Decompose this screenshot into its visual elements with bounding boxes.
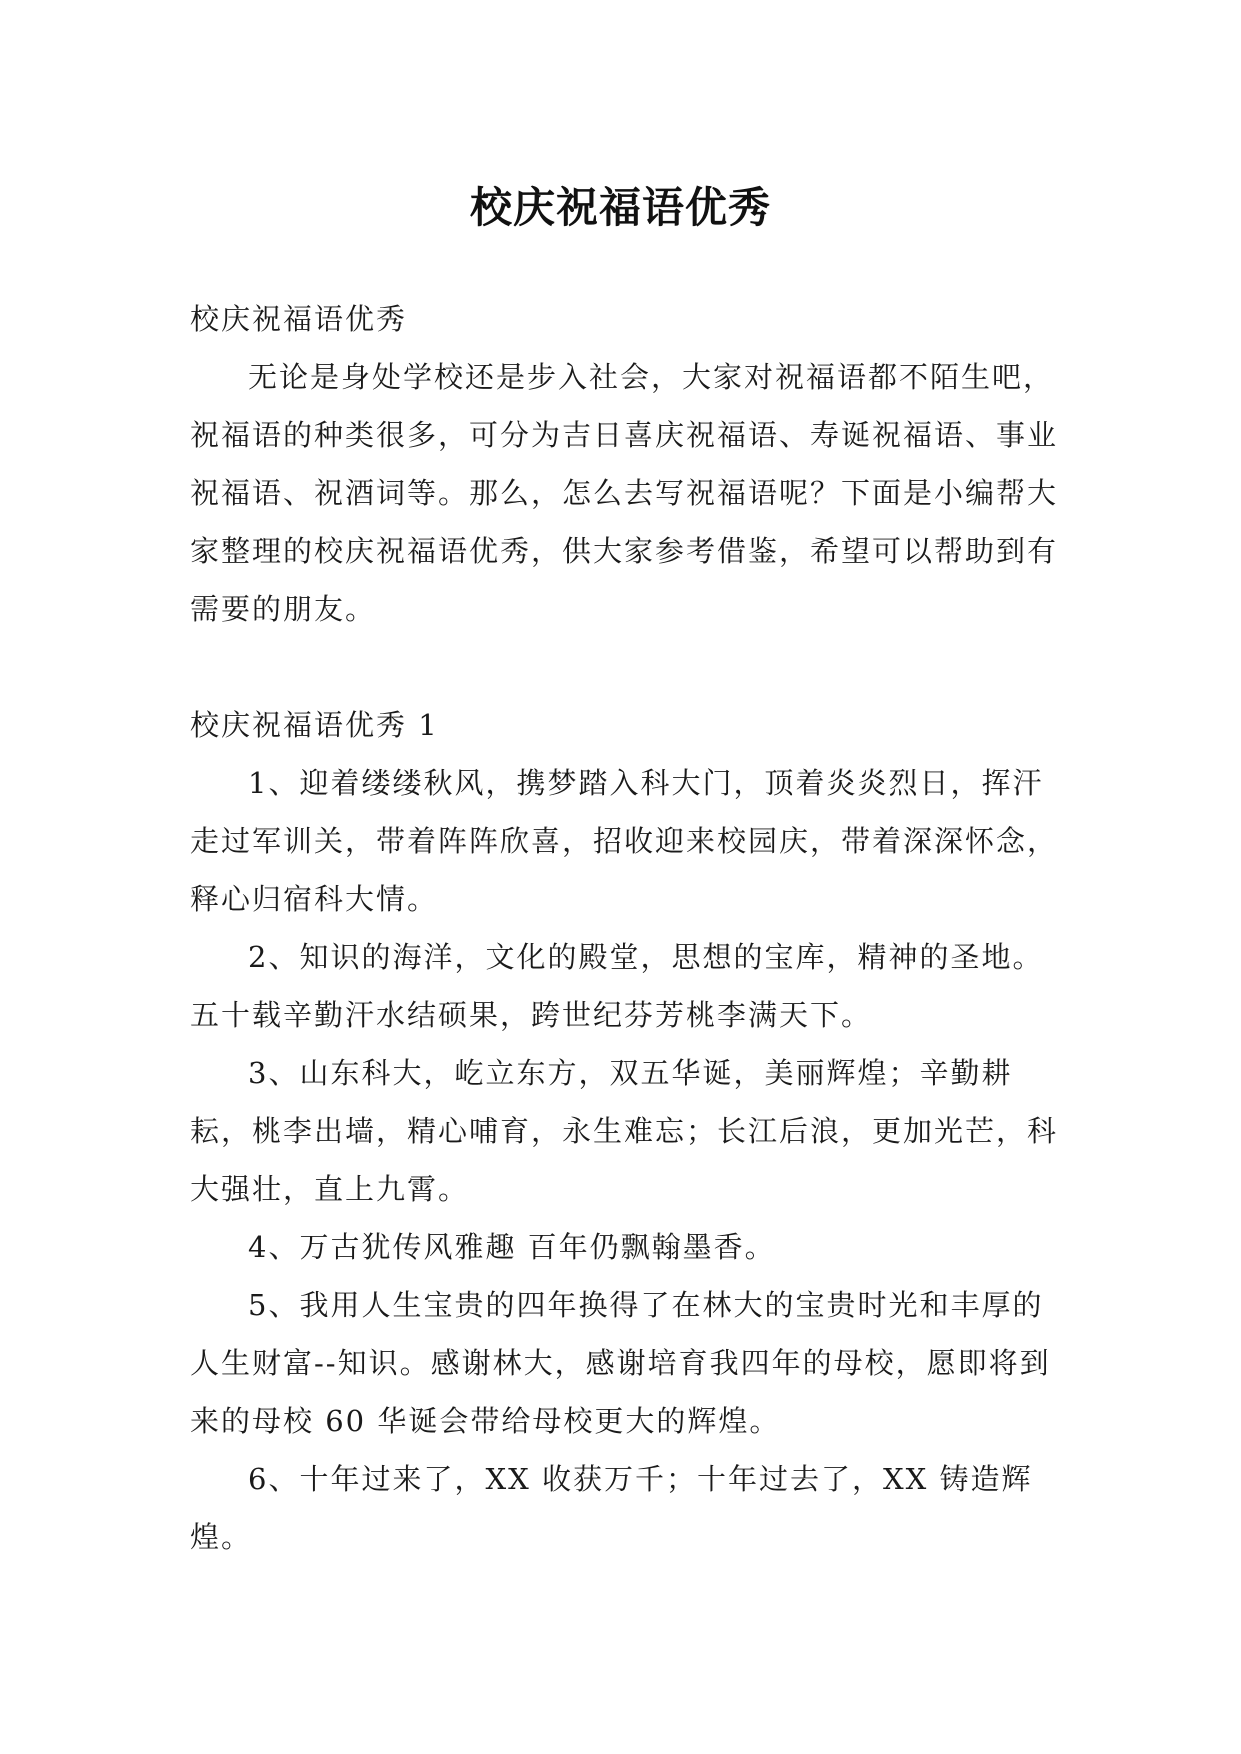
list-item: 6、十年过来了，XX 收获万千；十年过去了，XX 铸造辉煌。	[190, 1462, 1033, 1554]
list-item: 3、山东科大，屹立东方，双五华诞，美丽辉煌；辛勤耕耘，桃李出墙，精心哺育，永生难忘；长江后浪，更加光芒，科大强壮，直上九霄。	[190, 1056, 1059, 1206]
list-item: 4、万古犹传风雅趣 百年仍飘翰墨香。	[248, 1230, 776, 1264]
section-heading: 校庆祝福语优秀	[190, 302, 408, 336]
list-item: 5、我用人生宝贵的四年换得了在林大的宝贵时光和丰厚的人生财富--知识。感谢林大，感谢培育我四年的母校，愿即将到来的母校 60 华诞会带给母校更大的辉煌。	[190, 1288, 1051, 1438]
list-item: 2、知识的海洋，文化的殿堂，思想的宝库，精神的圣地。五十载辛勤汗水结硕果，跨世纪芬芳桃李满天下。	[190, 940, 1044, 1032]
document-title: 校庆祝福语优秀	[469, 183, 771, 233]
intro-paragraph: 无论是身处学校还是步入社会，大家对祝福语都不陌生吧，祝福语的种类很多，可分为吉日喜庆祝福语、寿诞祝福语、事业祝福语、祝酒词等。那么，怎么去写祝福语呢？下面是小编帮大家整理的校庆祝福语优秀，供大家参考借鉴，希望可以帮助到有需要的朋友。	[190, 360, 1059, 626]
document-body	[190, 290, 1060, 1566]
list-item: 1、迎着缕缕秋风，携梦踏入科大门，顶着炎炎烈日，挥汗走过军训关，带着阵阵欣喜，招收迎来校园庆，带着深深怀念，释心归宿科大情。	[190, 766, 1059, 916]
part-heading: 校庆祝福语优秀 1	[190, 708, 439, 742]
paragraph-spacer	[190, 638, 1060, 696]
